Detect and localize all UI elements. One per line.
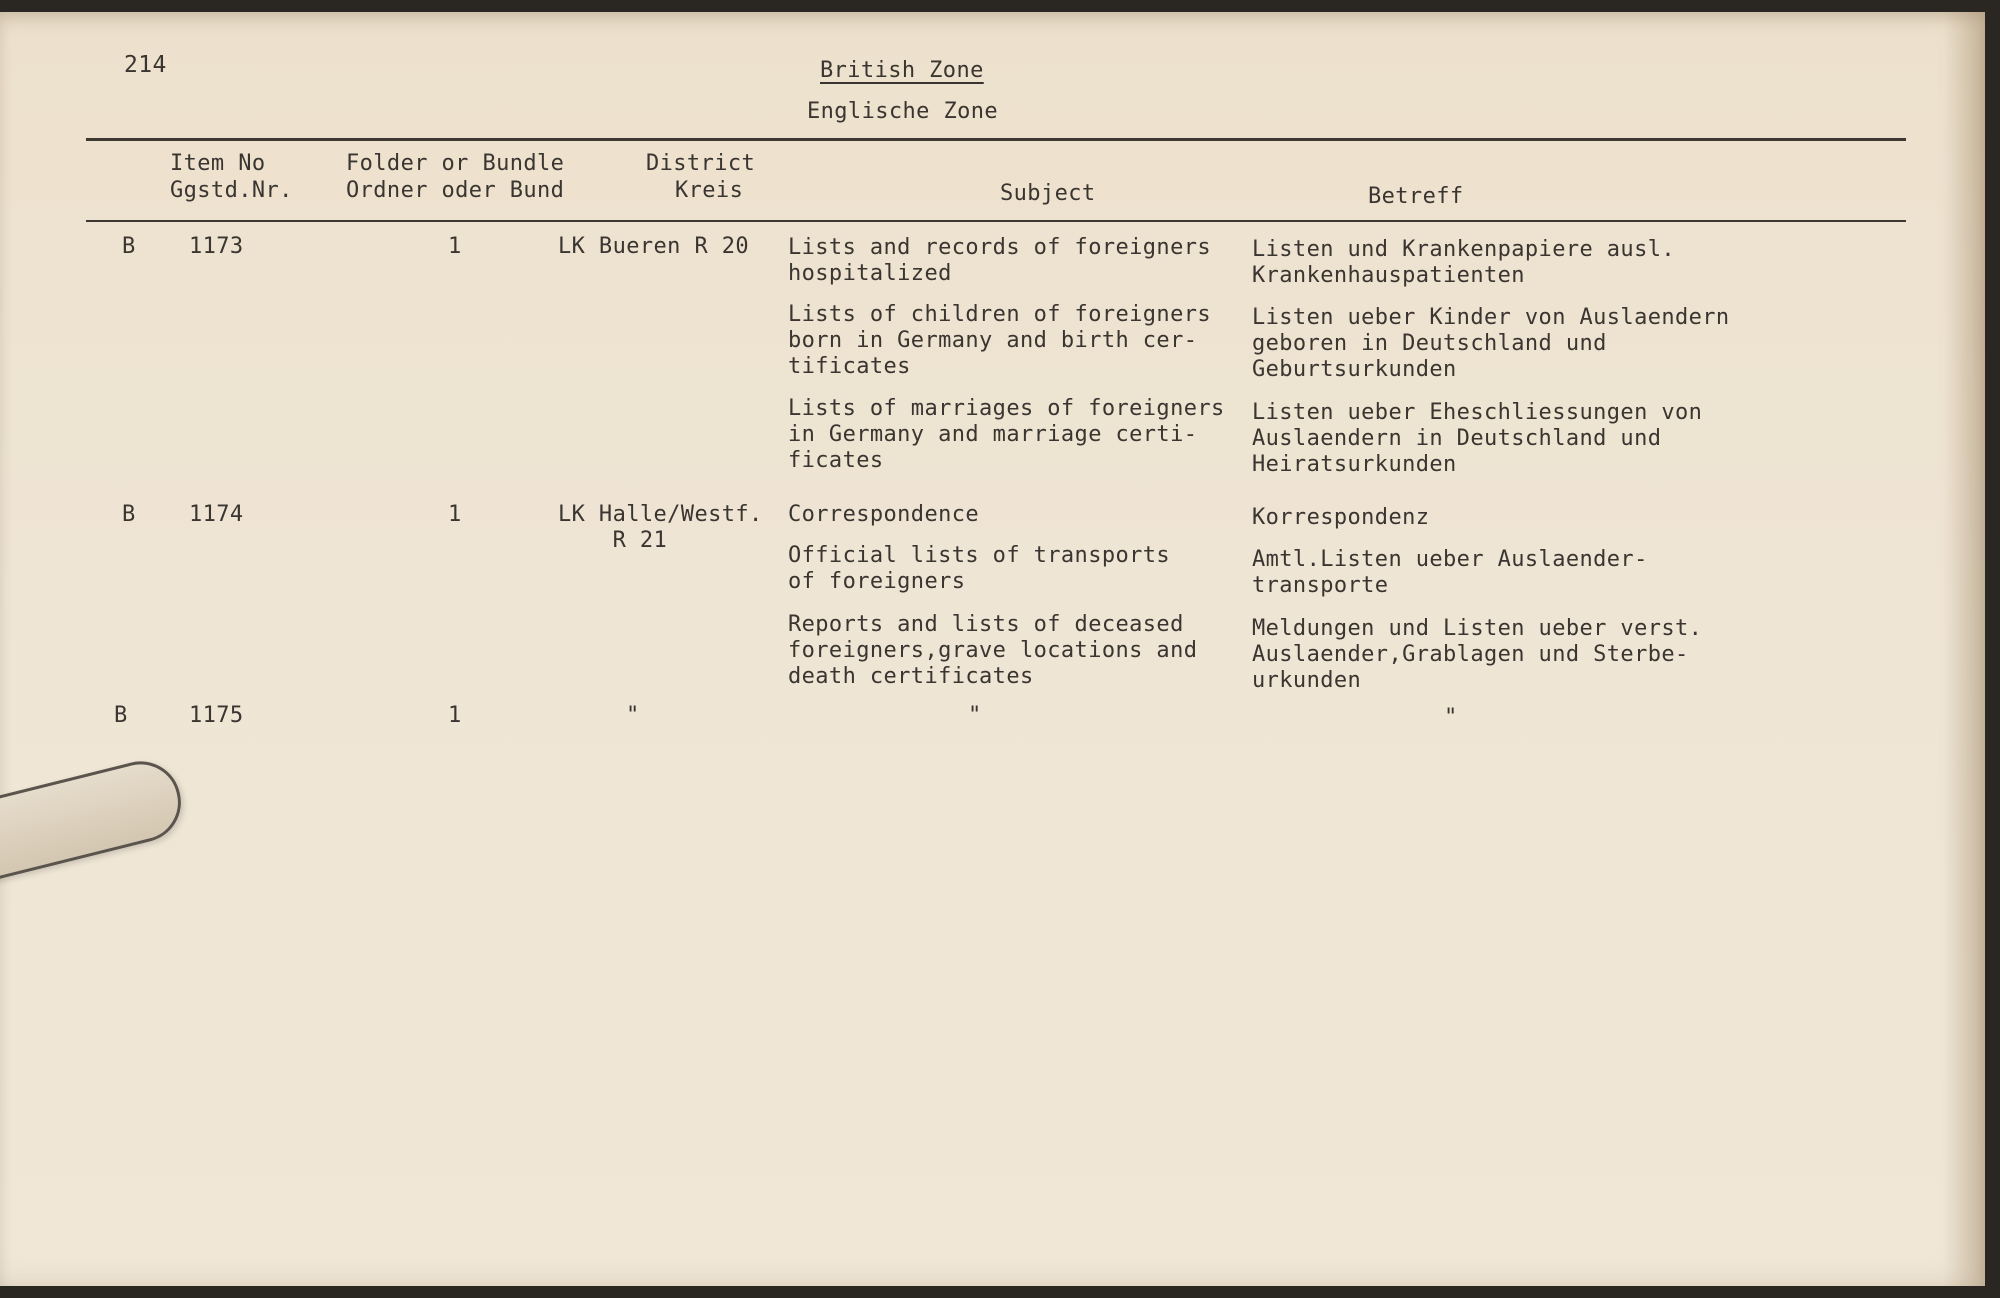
scanner-thumb-clip	[0, 753, 189, 884]
row-1173-district: LK Bueren R 20	[558, 234, 750, 259]
document-page	[0, 12, 1985, 1286]
header-district: District	[646, 151, 756, 176]
row-1174-district: LK Halle/Westf. R 21	[558, 502, 763, 553]
row-1175-item: 1175	[189, 703, 244, 728]
row-1173-subject-3: Lists of marriages of foreigners in Germany and marriage certi- ficates	[788, 396, 1225, 473]
row-1174-betreff-3: Meldungen und Listen ueber verst. Auslaender,Grablagen und Sterbe- urkunden	[1252, 616, 1703, 693]
row-1175-subject-ditto: "	[968, 703, 982, 728]
header-folder: Folder or Bundle	[346, 151, 565, 176]
header-betreff: Betreff	[1368, 184, 1464, 209]
header-folder-de: Ordner oder Bund	[346, 178, 565, 203]
row-1175-folder: 1	[448, 703, 462, 728]
row-1175-betreff-ditto: "	[1444, 705, 1458, 730]
page-number: 214	[124, 52, 167, 78]
page-binding-shadow	[1943, 12, 1985, 1286]
header-top-rule	[86, 138, 1906, 141]
row-1173-prefix: B	[122, 234, 136, 259]
row-1173-folder: 1	[448, 234, 462, 259]
row-1175-prefix: B	[114, 703, 128, 728]
row-1173-item: 1173	[189, 234, 244, 259]
header-district-de: Kreis	[675, 178, 744, 203]
row-1174-subject-3: Reports and lists of deceased foreigners,grave locations and death certificates	[788, 612, 1198, 689]
header-bottom-rule	[86, 220, 1906, 222]
row-1174-subject-2: Official lists of transports of foreigners	[788, 543, 1171, 594]
row-1174-subject-1: Correspondence	[788, 502, 980, 527]
row-1174-item: 1174	[189, 502, 244, 527]
page-title: British Zone	[820, 58, 984, 83]
row-1174-folder: 1	[448, 502, 462, 527]
header-subject: Subject	[1000, 181, 1096, 206]
row-1174-betreff-1: Korrespondenz	[1252, 505, 1430, 530]
header-item-no-de: Ggstd.Nr.	[170, 178, 293, 203]
row-1173-subject-2: Lists of children of foreigners born in Germany and birth cer- tificates	[788, 302, 1211, 379]
row-1175-district-ditto: "	[626, 703, 640, 728]
row-1174-betreff-2: Amtl.Listen ueber Auslaender- transporte	[1252, 547, 1648, 598]
row-1173-betreff-2: Listen ueber Kinder von Auslaendern geboren in Deutschland und Geburtsurkunden	[1252, 305, 1730, 382]
header-item-no: Item No	[170, 151, 266, 176]
row-1173-subject-1: Lists and records of foreigners hospitalized	[788, 235, 1211, 286]
row-1173-betreff-3: Listen ueber Eheschliessungen von Auslaendern in Deutschland und Heiratsurkunden	[1252, 400, 1703, 477]
row-1174-prefix: B	[122, 502, 136, 527]
page-subtitle: Englische Zone	[807, 99, 999, 124]
row-1173-betreff-1: Listen und Krankenpapiere ausl. Krankenhauspatienten	[1252, 237, 1675, 288]
